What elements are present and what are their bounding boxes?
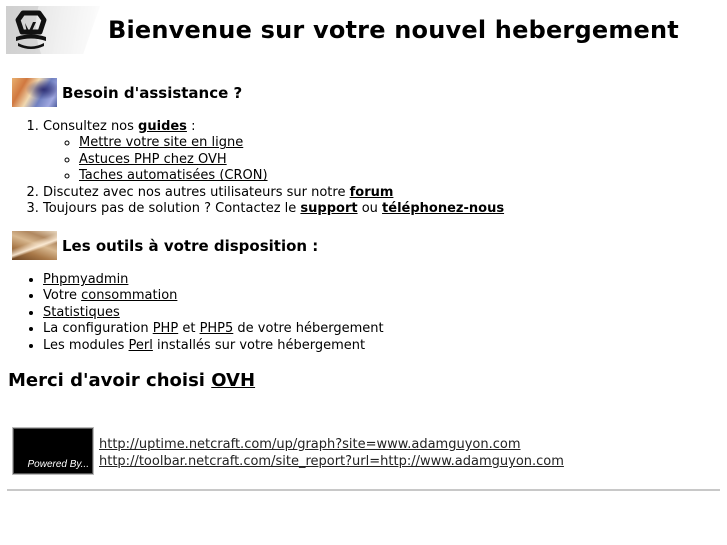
statistiques-link[interactable]: Statistiques xyxy=(43,304,120,320)
list-item xyxy=(43,288,384,304)
tools-heading xyxy=(12,231,318,260)
tools-list xyxy=(12,272,384,354)
item-text: installés sur votre hébergement xyxy=(152,337,366,353)
tools-heading-label: Les outils à votre disposition : xyxy=(62,236,319,255)
netcraft-report-link[interactable]: http://toolbar.netcraft.com/site_report?url=http://www.adamguyon.com xyxy=(99,454,564,469)
list-item xyxy=(43,201,504,217)
ovh-logo-icon xyxy=(14,10,48,50)
tools-image xyxy=(12,231,57,260)
list-item xyxy=(79,168,504,184)
guides-link[interactable]: guides xyxy=(138,119,187,134)
item-text: Toujours pas de solution ? Contactez le xyxy=(43,201,301,217)
item-text: Les modules xyxy=(43,337,129,353)
list-item xyxy=(43,272,384,288)
page-header xyxy=(6,6,720,54)
netcraft-uptime-link[interactable]: http://uptime.netcraft.com/up/graph?site=www.adamguyon.com xyxy=(99,437,521,452)
item-text: ou xyxy=(357,201,383,217)
perl-link[interactable]: Perl xyxy=(128,337,153,353)
item-text: Discutez avec nos autres utilisateurs sur notre xyxy=(43,184,350,200)
ovh-link[interactable]: OVH xyxy=(211,370,256,391)
item-text: de votre hébergement xyxy=(233,321,384,337)
list-item xyxy=(43,305,384,321)
list-item xyxy=(79,152,504,168)
guide-link-astuces-php[interactable]: Astuces PHP chez OVH xyxy=(79,151,227,167)
list-item xyxy=(43,119,504,185)
horizontal-divider xyxy=(7,489,720,491)
thanks-heading xyxy=(8,370,255,391)
list-item xyxy=(43,338,384,354)
netcraft-links xyxy=(99,436,564,470)
item-text: Consultez nos xyxy=(43,119,139,134)
ovh-logo xyxy=(6,6,100,54)
item-text: La configuration xyxy=(43,321,153,337)
question-mark-image xyxy=(12,78,57,107)
assistance-list xyxy=(12,119,504,217)
list-item xyxy=(79,135,504,151)
php-link[interactable]: PHP xyxy=(152,321,179,337)
assistance-heading xyxy=(12,78,242,107)
powered-by-badge[interactable] xyxy=(13,428,93,474)
telephone-link[interactable]: téléphonez-nous xyxy=(382,201,505,217)
phpmyadmin-link[interactable]: Phpmyadmin xyxy=(43,272,129,287)
page-title: Bienvenue sur votre nouvel hebergement xyxy=(108,16,679,44)
item-text: : xyxy=(186,119,196,134)
list-item xyxy=(43,185,504,201)
item-text: Votre xyxy=(43,288,82,304)
guide-link-cron[interactable]: Taches automatisées (CRON) xyxy=(79,168,268,184)
powered-by-label: Powered By... xyxy=(27,459,89,470)
guides-sublist xyxy=(43,135,504,184)
consommation-link[interactable]: consommation xyxy=(81,288,178,304)
php5-link[interactable]: PHP5 xyxy=(199,321,234,337)
thanks-text: Merci d'avoir choisi xyxy=(8,370,212,391)
assistance-heading-label: Besoin d'assistance ? xyxy=(62,83,243,102)
support-link[interactable]: support xyxy=(300,201,358,217)
list-item xyxy=(43,321,384,337)
item-text: et xyxy=(178,321,200,337)
forum-link[interactable]: forum xyxy=(349,184,394,200)
guide-link-site-en-ligne[interactable]: Mettre votre site en ligne xyxy=(79,135,244,151)
